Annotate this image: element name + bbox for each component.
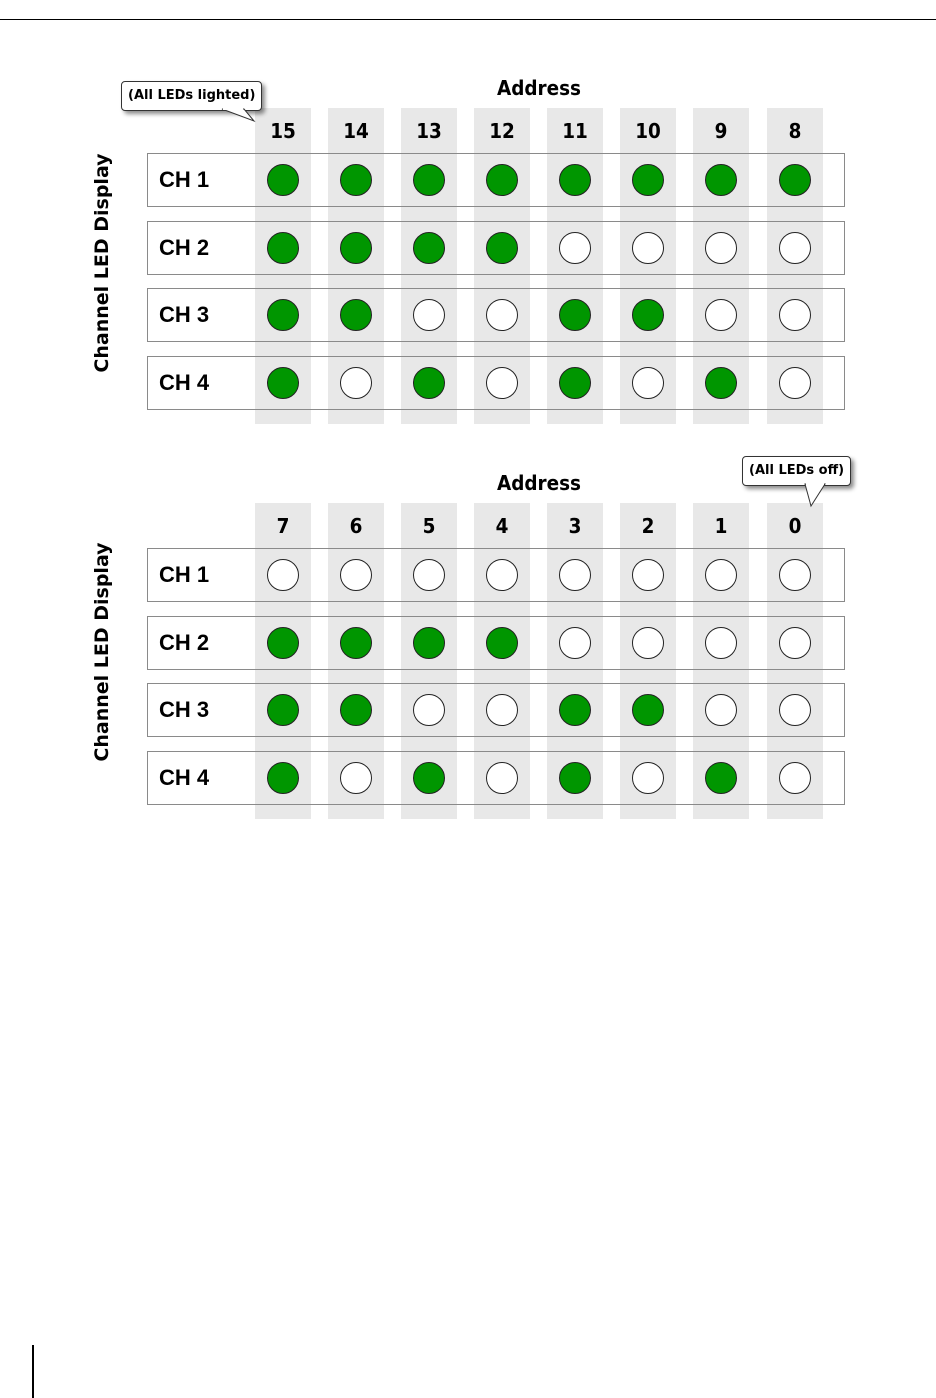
led-on-indicator — [413, 367, 445, 399]
address-column-number: 4 — [495, 514, 509, 538]
channel-label: CH 4 — [159, 370, 210, 395]
led-off-indicator — [267, 559, 299, 591]
address-column-number: 1 — [714, 514, 728, 538]
led-on-indicator — [340, 164, 372, 196]
page-margin-rule — [32, 1345, 34, 1398]
led-off-indicator — [413, 559, 445, 591]
led-on-indicator — [267, 164, 299, 196]
led-on-indicator — [632, 694, 664, 726]
led-on-indicator — [632, 164, 664, 196]
callout-all-leds-lighted — [121, 81, 262, 111]
channel-label: CH 1 — [159, 167, 210, 192]
address-column-number: 15 — [270, 119, 296, 143]
led-on-indicator — [559, 367, 591, 399]
led-off-indicator — [632, 232, 664, 264]
led-off-indicator — [779, 627, 811, 659]
address-column-number: 0 — [788, 514, 802, 538]
led-off-indicator — [340, 367, 372, 399]
led-off-indicator — [559, 559, 591, 591]
led-off-indicator — [632, 559, 664, 591]
led-on-indicator — [486, 232, 518, 264]
led-on-indicator — [486, 164, 518, 196]
led-off-indicator — [779, 762, 811, 794]
address-column-number: 6 — [349, 514, 363, 538]
side-label: Channel LED Display — [91, 153, 113, 373]
led-off-indicator — [779, 694, 811, 726]
channel-label: CH 3 — [159, 697, 210, 722]
led-off-indicator — [779, 559, 811, 591]
led-off-indicator — [632, 762, 664, 794]
led-on-indicator — [559, 762, 591, 794]
led-on-indicator — [267, 627, 299, 659]
address-column-number: 9 — [714, 119, 728, 143]
led-on-indicator — [632, 299, 664, 331]
led-off-indicator — [705, 627, 737, 659]
led-on-indicator — [413, 627, 445, 659]
led-off-indicator — [340, 762, 372, 794]
channel-label: CH 3 — [159, 302, 210, 327]
led-on-indicator — [340, 694, 372, 726]
led-on-indicator — [267, 694, 299, 726]
channel-label: CH 2 — [159, 630, 210, 655]
side-label: Channel LED Display — [91, 542, 113, 762]
led-on-indicator — [413, 164, 445, 196]
led-off-indicator — [632, 627, 664, 659]
led-off-indicator — [779, 299, 811, 331]
led-on-indicator — [267, 232, 299, 264]
led-panel-low-address — [0, 455, 936, 835]
address-column-number: 14 — [343, 119, 369, 143]
led-on-indicator — [705, 367, 737, 399]
led-on-indicator — [267, 299, 299, 331]
led-off-indicator — [705, 559, 737, 591]
top-rule — [0, 19, 936, 20]
address-title: Address — [496, 471, 582, 495]
led-off-indicator — [705, 299, 737, 331]
led-on-indicator — [413, 232, 445, 264]
led-on-indicator — [486, 627, 518, 659]
callout-pointer — [805, 484, 806, 485]
led-off-indicator — [779, 367, 811, 399]
led-off-indicator — [559, 232, 591, 264]
led-off-indicator — [413, 694, 445, 726]
channel-label: CH 4 — [159, 765, 210, 790]
led-off-indicator — [559, 627, 591, 659]
led-off-indicator — [340, 559, 372, 591]
led-off-indicator — [705, 232, 737, 264]
callout-text: (All LEDs lighted) — [128, 88, 256, 103]
address-column-number: 7 — [276, 514, 290, 538]
channel-label: CH 2 — [159, 235, 210, 260]
led-on-indicator — [340, 627, 372, 659]
led-on-indicator — [267, 762, 299, 794]
led-on-indicator — [559, 694, 591, 726]
led-on-indicator — [340, 232, 372, 264]
led-off-indicator — [705, 694, 737, 726]
address-column-number: 13 — [416, 119, 442, 143]
address-column-number: 2 — [641, 514, 655, 538]
address-column-number: 10 — [635, 119, 661, 143]
led-on-indicator — [267, 367, 299, 399]
led-off-indicator — [486, 299, 518, 331]
channel-label: CH 1 — [159, 562, 210, 587]
led-off-indicator — [486, 559, 518, 591]
address-title: Address — [496, 76, 582, 100]
address-column-number: 3 — [568, 514, 582, 538]
led-off-indicator — [632, 367, 664, 399]
led-on-indicator — [559, 164, 591, 196]
callout-text: (All LEDs off) — [749, 463, 845, 478]
led-on-indicator — [705, 762, 737, 794]
led-on-indicator — [340, 299, 372, 331]
callout-all-leds-off — [742, 456, 851, 486]
led-on-indicator — [559, 299, 591, 331]
led-off-indicator — [486, 694, 518, 726]
address-column-number: 12 — [489, 119, 515, 143]
led-off-indicator — [413, 299, 445, 331]
led-panel-high-address — [0, 60, 936, 440]
callout-pointer — [222, 109, 223, 110]
led-off-indicator — [779, 232, 811, 264]
led-on-indicator — [779, 164, 811, 196]
led-off-indicator — [486, 367, 518, 399]
address-column-number: 8 — [788, 119, 802, 143]
led-on-indicator — [413, 762, 445, 794]
led-on-indicator — [705, 164, 737, 196]
address-column-number: 11 — [562, 119, 588, 143]
address-column-number: 5 — [422, 514, 436, 538]
led-off-indicator — [486, 762, 518, 794]
